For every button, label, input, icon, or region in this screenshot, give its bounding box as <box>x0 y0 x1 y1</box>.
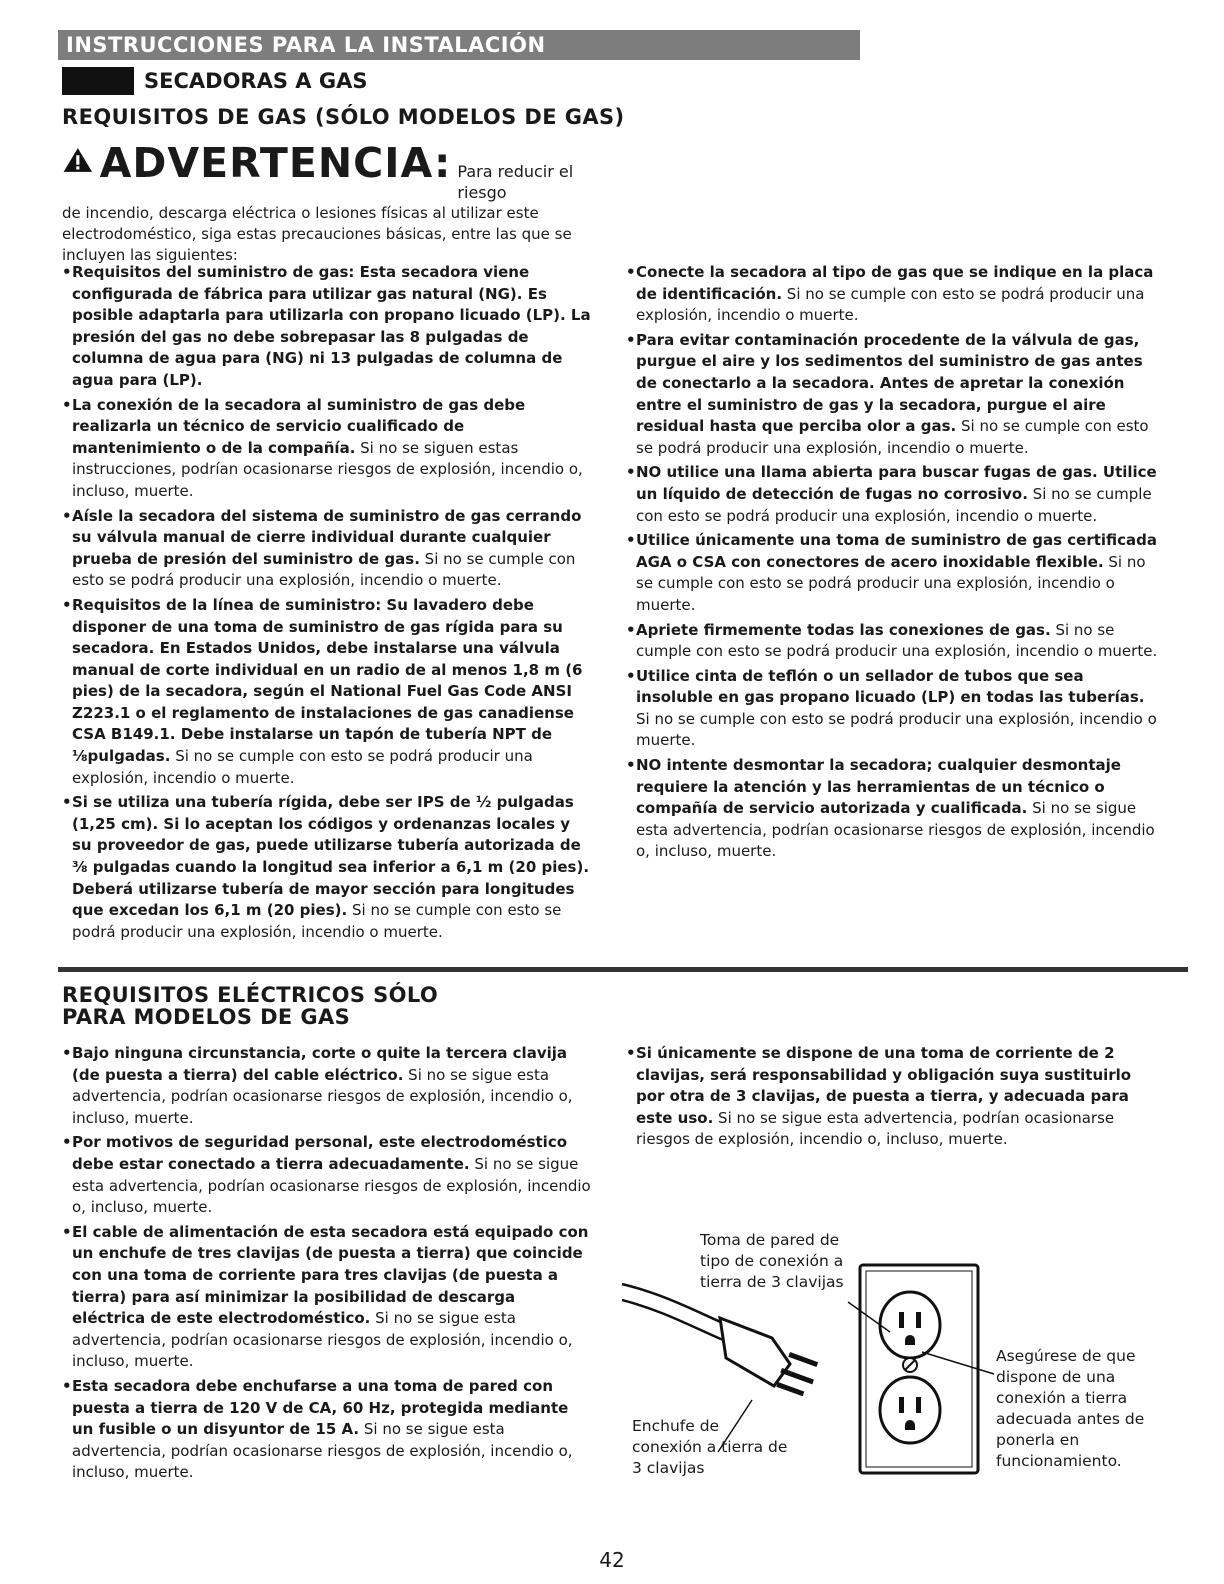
wall-outlet-icon <box>860 1265 978 1473</box>
list-item <box>626 262 1162 327</box>
page-number: 42 <box>599 1548 625 1572</box>
plug-label: Enchufe de conexión a tierra de 3 clavijas <box>632 1417 788 1477</box>
electrical-title <box>62 984 438 1028</box>
item-text: Si no se cumple con esto se podrá producir una explosión, incendio o muerte. <box>636 284 1145 325</box>
list-item <box>626 530 1162 616</box>
item-text: Si no se cumple con esto se podrá producir una explosión, incendio o muerte. <box>636 417 1149 457</box>
list-item <box>62 595 592 789</box>
warning-lead: Para reducir el riesgo <box>457 162 574 202</box>
item-bold-text: NO intente desmontar la secadora; cualquier desmontaje requiere la atención y las herramientas de un técnico o compañía de servicio autorizada y cualificada. <box>636 756 1121 818</box>
gas-left-list <box>62 262 592 943</box>
electrical-left-column <box>62 1043 592 1487</box>
warning-triangle-icon <box>62 143 94 177</box>
list-item <box>62 506 592 592</box>
item-bold-text: Apriete firmemente todas las conexiones de gas. <box>636 620 1051 639</box>
item-text: Si no se cumple con esto se podrá producir una explosión, incendio o muerte. <box>636 552 1146 614</box>
list-item <box>62 1376 592 1484</box>
item-text: Si no se cumple con esto se podrá producir una explosión, incendio o muerte. <box>636 709 1157 750</box>
section-divider <box>58 967 1188 972</box>
item-text: Si no se cumple con esto se podrá producir una explosión, incendio o muerte. <box>72 901 562 941</box>
outlet-label: Toma de pared de tipo de conexión a tierra de 3 clavijas <box>700 1231 844 1291</box>
electrical-title-line1: REQUISITOS ELÉCTRICOS SÓLO <box>62 983 439 1007</box>
grounding-note: Asegúrese de que dispone de una conexión a tierra adecuada antes de ponerla en funcionamiento. <box>996 1347 1145 1470</box>
item-bold-text: NO utilice una llama abierta para buscar fugas de gas. Utilice un líquido de detección de fugas no corrosivo. <box>636 463 1157 503</box>
electrical-right-column <box>626 1043 1162 1154</box>
list-item <box>626 462 1162 527</box>
list-item <box>626 1043 1162 1151</box>
item-text: Si no se sigue esta advertencia, podrían ocasionarse riesgos de explosión, incendio o, incluso, muerte. <box>636 1108 1115 1149</box>
item-bold-text: Utilice únicamente una toma de suministro de gas certificada AGA o CSA con conectores de acero inoxidable flexible. <box>636 531 1158 571</box>
item-bold-text: Utilice cinta de teflón o un sellador de tubos que sea insoluble en gas propano licuado (LP) en todas las tuberías. <box>636 666 1145 707</box>
gas-right-column <box>626 262 1162 866</box>
item-text: Si no se cumple con esto se podrá producir una explosión, incendio o muerte. <box>636 620 1158 661</box>
list-item <box>626 755 1162 863</box>
item-text: Si no se sigue esta advertencia, podrían ocasionarse riesgos de explosión, incendio o, incluso, muerte. <box>72 1309 573 1371</box>
gas-requirements-title: REQUISITOS DE GAS (SÓLO MODELOS DE GAS) <box>62 105 625 129</box>
item-bold-text: Requisitos del suministro de gas: Esta secadora viene configurada de fábrica para utilizar gas natural (NG). Es posible adaptarla para utilizarla con propano licuado (LP). La presión del gas no debe sobrepasar las 8 pulgadas de columna de agua para (NG) ni 13 pulgadas de columna de agua para (LP). <box>72 263 591 389</box>
section-banner: INSTRUCCIONES PARA LA INSTALACIÓN <box>58 30 860 60</box>
item-bold-text: Conecte la secadora al tipo de gas que se indique en la placa de identificación. <box>636 263 1154 303</box>
item-text: Si no se sigue esta advertencia, podrían ocasionarse riesgos de explosión, incendio o, incluso, muerte. <box>72 1154 591 1217</box>
item-bold-text: Aísle la secadora del sistema de suministro de gas cerrando su válvula manual de cierre individual durante cualquier prueba de presión del suministro de gas. <box>72 506 582 568</box>
list-item <box>62 1043 592 1129</box>
item-bold-text: Requisitos de la línea de suministro: Su lavadero debe disponer de una toma de suministro de gas rígida para su secadora. En Estados Unidos, debe instalarse una válvula manual de corte individual en un radio de al menos 1,8 m (6 pies) de la secadora, según el National Fuel Gas Code ANSI Z223.1 o el reglamento de instalaciones de gas canadiense CSA B149.1. Debe instalarse un tapón de tubería NPT de ⅛pulgadas. <box>72 595 583 766</box>
item-bold-text: Para evitar contaminación procedente de la válvula de gas, purgue el aire y los sedimentos del suministro de gas antes de conectarlo a la secadora. Antes de apretar la conexión entre el suministro de gas y la secadora, purgue el aire residual hasta que perciba olor a gas. <box>636 330 1143 436</box>
item-bold-text: Bajo ninguna circunstancia, corte o quite la tercera clavija (de puesta a tierra) del cable eléctrico. <box>72 1044 567 1084</box>
section-marker <box>62 67 134 95</box>
item-bold-text: Si se utiliza una tubería rígida, debe ser IPS de ½ pulgadas (1,25 cm). Si lo aceptan los códigos y ordenanzas locales y su proveedor de gas, puede utilizarse tubería autorizada de ⅜ pulgadas cuando la longitud sea inferior a 6,1 m (20 pies). Deberá utilizarse tubería de mayor sección para longitudes que excedan los 6,1 m (20 pies). <box>72 793 590 920</box>
item-text: Si no se cumple con esto se podrá producir una explosión, incendio o muerte. <box>636 484 1152 525</box>
warning-block <box>62 140 592 266</box>
list-item <box>62 262 592 392</box>
gas-right-list <box>626 262 1162 863</box>
list-item <box>62 1222 592 1373</box>
list-item <box>626 330 1162 460</box>
item-text: Si no se sigue esta advertencia, podrían ocasionarse riesgos de explosión, incendio o, incluso, muerte. <box>636 799 1155 861</box>
electrical-title-line2: PARA MODELOS DE GAS <box>62 1005 351 1029</box>
list-item <box>626 666 1162 752</box>
warning-word: ADVERTENCIA: <box>99 139 452 187</box>
list-item <box>62 395 592 503</box>
gas-left-column <box>62 262 592 946</box>
electrical-right-list <box>626 1043 1162 1151</box>
list-item <box>62 1132 592 1218</box>
item-text: Si no se sigue esta advertencia, podrían ocasionarse riesgos de explosión, incendio o, incluso, muerte. <box>72 1065 573 1127</box>
item-text: Si no se sigue esta advertencia, podrían ocasionarse riesgos de explosión, incendio o, incluso, muerte. <box>72 1420 573 1482</box>
warning-text: de incendio, descarga eléctrica o lesiones físicas al utilizar este electrodoméstico, siga estas precauciones básicas, entre las que se incluyen las siguientes: <box>62 204 572 264</box>
item-bold-text: Por motivos de seguridad personal, este electrodoméstico debe estar conectado a tierra adecuadamente. <box>72 1133 568 1173</box>
item-bold-text: El cable de alimentación de esta secadora está equipado con un enchufe de tres clavijas (de puesta a tierra) que coincide con una toma de corriente para tres clavijas (de puesta a tierra) para así minimizar la posibilidad de descarga eléctrica de este electrodoméstico. <box>72 1222 589 1328</box>
item-bold-text: La conexión de la secadora al suministro de gas debe realizarla un técnico de servicio cualificado de mantenimiento o de la compañía. <box>72 395 526 457</box>
section-heading <box>62 67 367 95</box>
item-text: Si no se cumple con esto se podrá producir una explosión, incendio o muerte. <box>72 549 576 590</box>
section-title: SECADORAS A GAS <box>144 69 368 93</box>
list-item <box>62 792 592 943</box>
list-item <box>626 620 1162 663</box>
item-bold-text: Si únicamente se dispone de una toma de corriente de 2 clavijas, será responsabilidad y obligación suya sustituirlo por otra de 3 clavijas, de puesta a tierra, y adecuada para este uso. <box>636 1044 1132 1127</box>
three-prong-plug-icon <box>622 1292 818 1396</box>
electrical-left-list <box>62 1043 592 1484</box>
item-text: Si no se cumple con esto se podrá producir una explosión, incendio o muerte. <box>72 747 533 787</box>
item-bold-text: Esta secadora debe enchufarse a una toma de pared con puesta a tierra de 120 V de CA, 60 Hz, protegida mediante un fusible o un disyuntor de 15 A. <box>72 1376 569 1439</box>
item-text: Si no se siguen estas instrucciones, podrían ocasionarse riesgos de explosión, incendio o, incluso, muerte. <box>72 438 583 500</box>
